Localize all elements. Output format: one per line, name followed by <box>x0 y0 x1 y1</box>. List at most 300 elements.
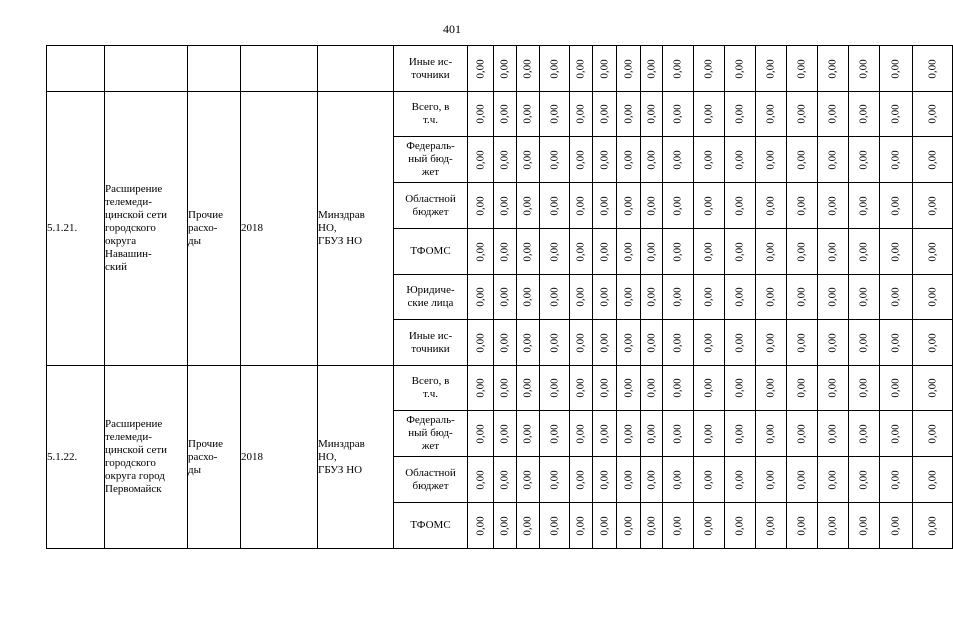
funding-source: Областной бюджет <box>394 457 468 503</box>
value-cell <box>913 137 953 183</box>
value-cell <box>517 229 540 275</box>
item-name: Расширение телемеди- цинской сети городского округа город Первомайск <box>105 366 188 549</box>
value-text: 0,00 <box>548 469 560 490</box>
value-text: 0,00 <box>474 241 486 262</box>
value-cell <box>756 46 787 92</box>
value-cell <box>849 92 880 137</box>
value-text: 0,00 <box>521 241 534 262</box>
value-text: 0,00 <box>857 469 870 490</box>
value-text: 0,00 <box>733 195 746 216</box>
value-text: 0,00 <box>671 241 684 262</box>
value-text: 0,00 <box>622 515 634 536</box>
value-text: 0,00 <box>548 378 560 398</box>
item-number: 5.1.21. <box>47 92 105 366</box>
value-cell <box>756 183 787 229</box>
value-text: 0,00 <box>889 195 902 216</box>
value-text: 0,00 <box>764 423 777 444</box>
value-text: 0,00 <box>574 332 587 353</box>
value-cell <box>818 503 849 549</box>
value-text: 0,00 <box>889 104 902 124</box>
funding-source: Иные ис- точники <box>394 320 468 366</box>
value-cell <box>880 137 913 183</box>
value-text: 0,00 <box>474 332 486 353</box>
item-number <box>47 46 105 92</box>
value-text: 0,00 <box>733 149 746 170</box>
table-row <box>47 366 953 411</box>
value-text: 0,00 <box>926 58 938 79</box>
value-cell <box>617 320 641 366</box>
value-text: 0,00 <box>795 58 808 79</box>
value-text: 0,00 <box>548 332 560 353</box>
value-text: 0,00 <box>926 423 938 444</box>
value-cell <box>694 137 725 183</box>
funding-source: ТФОМС <box>394 503 468 549</box>
value-text: 0,00 <box>889 149 902 170</box>
value-cell <box>593 411 617 457</box>
value-text: 0,00 <box>764 58 777 79</box>
value-cell <box>617 46 641 92</box>
value-cell <box>849 46 880 92</box>
value-cell <box>913 457 953 503</box>
value-cell <box>694 411 725 457</box>
value-cell <box>880 183 913 229</box>
item-number: 5.1.22. <box>47 366 105 549</box>
value-cell <box>570 92 593 137</box>
value-text: 0,00 <box>857 104 870 124</box>
value-text: 0,00 <box>645 104 657 124</box>
value-cell <box>818 275 849 320</box>
value-text: 0,00 <box>671 58 684 79</box>
value-text: 0,00 <box>857 378 870 398</box>
value-cell <box>593 92 617 137</box>
value-cell <box>880 229 913 275</box>
value-text: 0,00 <box>733 423 746 444</box>
value-text: 0,00 <box>926 149 938 170</box>
value-text: 0,00 <box>598 423 610 444</box>
value-text: 0,00 <box>926 469 938 490</box>
value-text: 0,00 <box>926 378 938 398</box>
value-text: 0,00 <box>645 332 657 353</box>
table-row <box>47 92 953 137</box>
value-cell <box>570 229 593 275</box>
budget-table <box>46 45 953 549</box>
value-text: 0,00 <box>521 378 534 398</box>
value-text: 0,00 <box>702 378 715 398</box>
value-cell <box>593 183 617 229</box>
value-text: 0,00 <box>548 423 560 444</box>
funding-source: Областной бюджет <box>394 183 468 229</box>
value-cell <box>494 46 517 92</box>
value-cell <box>468 457 494 503</box>
value-cell <box>540 92 570 137</box>
value-cell <box>663 366 694 411</box>
value-text: 0,00 <box>826 469 839 490</box>
value-cell <box>818 229 849 275</box>
value-text: 0,00 <box>671 515 684 536</box>
value-text: 0,00 <box>474 287 486 307</box>
funding-source: ТФОМС <box>394 229 468 275</box>
value-cell <box>694 275 725 320</box>
value-text: 0,00 <box>548 149 560 170</box>
value-text: 0,00 <box>733 104 746 124</box>
value-text: 0,00 <box>764 241 777 262</box>
value-cell <box>880 411 913 457</box>
value-cell <box>756 320 787 366</box>
value-text: 0,00 <box>548 104 560 124</box>
value-text: 0,00 <box>574 58 587 79</box>
value-text: 0,00 <box>702 515 715 536</box>
value-cell <box>617 137 641 183</box>
value-text: 0,00 <box>889 287 902 307</box>
value-text: 0,00 <box>598 515 610 536</box>
value-cell <box>787 366 818 411</box>
value-text: 0,00 <box>622 332 634 353</box>
value-text: 0,00 <box>521 195 534 216</box>
value-cell <box>570 366 593 411</box>
value-cell <box>818 457 849 503</box>
value-cell <box>641 46 663 92</box>
value-text: 0,00 <box>826 195 839 216</box>
value-text: 0,00 <box>702 195 715 216</box>
value-cell <box>494 320 517 366</box>
value-cell <box>540 457 570 503</box>
value-text: 0,00 <box>498 469 511 490</box>
value-cell <box>880 320 913 366</box>
value-cell <box>694 183 725 229</box>
value-cell <box>641 183 663 229</box>
value-text: 0,00 <box>521 58 534 79</box>
value-cell <box>849 366 880 411</box>
item-name <box>105 46 188 92</box>
value-text: 0,00 <box>622 423 634 444</box>
value-cell <box>468 137 494 183</box>
value-cell <box>468 366 494 411</box>
value-cell <box>880 366 913 411</box>
value-text: 0,00 <box>645 195 657 216</box>
value-text: 0,00 <box>498 378 511 398</box>
value-cell <box>570 183 593 229</box>
value-text: 0,00 <box>926 195 938 216</box>
budget-table-body <box>47 46 953 549</box>
value-cell <box>617 183 641 229</box>
value-cell <box>756 137 787 183</box>
value-cell <box>540 183 570 229</box>
value-text: 0,00 <box>622 195 634 216</box>
value-cell <box>540 503 570 549</box>
value-text: 0,00 <box>857 241 870 262</box>
value-text: 0,00 <box>521 149 534 170</box>
value-cell <box>913 183 953 229</box>
value-cell <box>849 275 880 320</box>
value-cell <box>617 411 641 457</box>
value-text: 0,00 <box>889 469 902 490</box>
value-cell <box>849 229 880 275</box>
value-text: 0,00 <box>498 332 511 353</box>
value-text: 0,00 <box>671 287 684 307</box>
value-cell <box>468 183 494 229</box>
value-text: 0,00 <box>826 241 839 262</box>
value-text: 0,00 <box>548 287 560 307</box>
value-text: 0,00 <box>764 195 777 216</box>
value-cell <box>494 411 517 457</box>
item-executor: Минздрав НО, ГБУЗ НО <box>318 92 394 366</box>
value-text: 0,00 <box>598 195 610 216</box>
value-cell <box>494 275 517 320</box>
value-text: 0,00 <box>548 515 560 536</box>
value-cell <box>725 320 756 366</box>
value-text: 0,00 <box>671 469 684 490</box>
value-text: 0,00 <box>857 195 870 216</box>
value-text: 0,00 <box>826 287 839 307</box>
value-text: 0,00 <box>857 515 870 536</box>
value-cell <box>617 503 641 549</box>
value-cell <box>540 320 570 366</box>
funding-source: Всего, в т.ч. <box>394 366 468 411</box>
value-cell <box>641 137 663 183</box>
value-cell <box>818 366 849 411</box>
value-text: 0,00 <box>574 515 587 536</box>
value-cell <box>517 92 540 137</box>
value-cell <box>641 229 663 275</box>
funding-source: Федераль- ный бюд- жет <box>394 411 468 457</box>
value-cell <box>725 366 756 411</box>
value-text: 0,00 <box>733 58 746 79</box>
value-cell <box>663 229 694 275</box>
value-text: 0,00 <box>574 423 587 444</box>
item-executor <box>318 46 394 92</box>
value-text: 0,00 <box>521 104 534 124</box>
value-cell <box>787 183 818 229</box>
value-text: 0,00 <box>826 149 839 170</box>
value-text: 0,00 <box>574 378 587 398</box>
value-cell <box>641 275 663 320</box>
value-cell <box>787 46 818 92</box>
value-cell <box>787 457 818 503</box>
value-cell <box>570 457 593 503</box>
value-text: 0,00 <box>622 241 634 262</box>
item-name: Расширение телемеди- цинской сети городского округа Навашин- ский <box>105 92 188 366</box>
value-text: 0,00 <box>574 149 587 170</box>
value-text: 0,00 <box>574 241 587 262</box>
value-text: 0,00 <box>622 104 634 124</box>
value-cell <box>663 183 694 229</box>
value-cell <box>663 46 694 92</box>
value-cell <box>593 457 617 503</box>
value-text: 0,00 <box>574 195 587 216</box>
value-cell <box>725 229 756 275</box>
value-cell <box>494 92 517 137</box>
value-cell <box>663 411 694 457</box>
value-text: 0,00 <box>622 378 634 398</box>
value-text: 0,00 <box>548 241 560 262</box>
value-text: 0,00 <box>521 515 534 536</box>
value-cell <box>725 137 756 183</box>
value-cell <box>593 229 617 275</box>
value-text: 0,00 <box>857 332 870 353</box>
value-text: 0,00 <box>702 287 715 307</box>
value-text: 0,00 <box>826 378 839 398</box>
value-cell <box>913 320 953 366</box>
value-cell <box>570 275 593 320</box>
value-cell <box>494 366 517 411</box>
value-cell <box>540 411 570 457</box>
value-text: 0,00 <box>498 423 511 444</box>
value-cell <box>641 503 663 549</box>
value-cell <box>725 503 756 549</box>
value-text: 0,00 <box>671 332 684 353</box>
value-cell <box>641 320 663 366</box>
value-cell <box>849 320 880 366</box>
value-text: 0,00 <box>622 287 634 307</box>
value-text: 0,00 <box>733 515 746 536</box>
value-cell <box>468 229 494 275</box>
value-text: 0,00 <box>498 195 511 216</box>
value-text: 0,00 <box>645 378 657 398</box>
value-cell <box>694 229 725 275</box>
value-text: 0,00 <box>521 423 534 444</box>
value-cell <box>849 457 880 503</box>
value-text: 0,00 <box>926 332 938 353</box>
value-text: 0,00 <box>474 104 486 124</box>
value-cell <box>517 137 540 183</box>
value-text: 0,00 <box>598 378 610 398</box>
value-text: 0,00 <box>857 287 870 307</box>
expense-type <box>188 46 241 92</box>
value-text: 0,00 <box>598 469 610 490</box>
value-cell <box>641 92 663 137</box>
value-cell <box>787 229 818 275</box>
value-text: 0,00 <box>645 469 657 490</box>
value-cell <box>468 411 494 457</box>
value-cell <box>663 457 694 503</box>
value-text: 0,00 <box>795 332 808 353</box>
value-text: 0,00 <box>764 332 777 353</box>
value-cell <box>880 275 913 320</box>
value-text: 0,00 <box>474 423 486 444</box>
value-cell <box>725 411 756 457</box>
value-cell <box>593 275 617 320</box>
value-cell <box>517 457 540 503</box>
value-cell <box>593 137 617 183</box>
value-text: 0,00 <box>671 423 684 444</box>
value-cell <box>517 183 540 229</box>
value-cell <box>570 46 593 92</box>
value-text: 0,00 <box>826 423 839 444</box>
value-text: 0,00 <box>764 378 777 398</box>
value-text: 0,00 <box>857 58 870 79</box>
page-number: 401 <box>443 22 461 36</box>
value-text: 0,00 <box>795 469 808 490</box>
value-text: 0,00 <box>857 423 870 444</box>
value-cell <box>694 46 725 92</box>
table-row <box>47 46 953 92</box>
value-cell <box>517 503 540 549</box>
value-cell <box>849 411 880 457</box>
value-cell <box>517 411 540 457</box>
value-text: 0,00 <box>795 287 808 307</box>
value-text: 0,00 <box>671 195 684 216</box>
value-text: 0,00 <box>889 58 902 79</box>
value-text: 0,00 <box>574 104 587 124</box>
value-text: 0,00 <box>857 149 870 170</box>
value-text: 0,00 <box>622 58 634 79</box>
value-cell <box>787 275 818 320</box>
value-cell <box>880 457 913 503</box>
item-year: 2018 <box>241 366 318 549</box>
value-cell <box>913 46 953 92</box>
value-text: 0,00 <box>645 149 657 170</box>
value-text: 0,00 <box>598 149 610 170</box>
value-cell <box>756 366 787 411</box>
value-text: 0,00 <box>645 241 657 262</box>
value-text: 0,00 <box>598 104 610 124</box>
value-cell <box>570 320 593 366</box>
value-text: 0,00 <box>733 241 746 262</box>
value-cell <box>663 503 694 549</box>
value-text: 0,00 <box>498 287 511 307</box>
value-text: 0,00 <box>521 287 534 307</box>
value-text: 0,00 <box>795 149 808 170</box>
value-cell <box>494 229 517 275</box>
value-cell <box>593 320 617 366</box>
value-cell <box>694 366 725 411</box>
value-cell <box>787 503 818 549</box>
value-cell <box>725 183 756 229</box>
value-text: 0,00 <box>622 469 634 490</box>
value-text: 0,00 <box>622 149 634 170</box>
value-cell <box>880 503 913 549</box>
value-text: 0,00 <box>764 149 777 170</box>
value-text: 0,00 <box>474 149 486 170</box>
expense-type: Прочие расхо- ды <box>188 366 241 549</box>
value-text: 0,00 <box>795 378 808 398</box>
value-cell <box>913 411 953 457</box>
value-text: 0,00 <box>764 287 777 307</box>
value-cell <box>593 46 617 92</box>
value-cell <box>725 457 756 503</box>
value-cell <box>468 320 494 366</box>
value-text: 0,00 <box>702 241 715 262</box>
value-cell <box>494 183 517 229</box>
value-text: 0,00 <box>645 515 657 536</box>
value-text: 0,00 <box>733 378 746 398</box>
value-cell <box>517 366 540 411</box>
value-text: 0,00 <box>671 378 684 398</box>
value-cell <box>787 92 818 137</box>
value-text: 0,00 <box>702 332 715 353</box>
value-text: 0,00 <box>764 515 777 536</box>
funding-source: Федераль- ный бюд- жет <box>394 137 468 183</box>
value-cell <box>694 320 725 366</box>
value-cell <box>725 46 756 92</box>
value-cell <box>593 366 617 411</box>
value-text: 0,00 <box>702 149 715 170</box>
value-cell <box>818 137 849 183</box>
value-text: 0,00 <box>889 241 902 262</box>
value-text: 0,00 <box>574 469 587 490</box>
value-text: 0,00 <box>702 104 715 124</box>
value-cell <box>617 92 641 137</box>
value-cell <box>694 503 725 549</box>
value-text: 0,00 <box>645 423 657 444</box>
value-text: 0,00 <box>498 241 511 262</box>
value-text: 0,00 <box>474 469 486 490</box>
value-cell <box>756 411 787 457</box>
value-text: 0,00 <box>926 241 938 262</box>
value-text: 0,00 <box>671 104 684 124</box>
value-cell <box>517 275 540 320</box>
value-text: 0,00 <box>598 58 610 79</box>
